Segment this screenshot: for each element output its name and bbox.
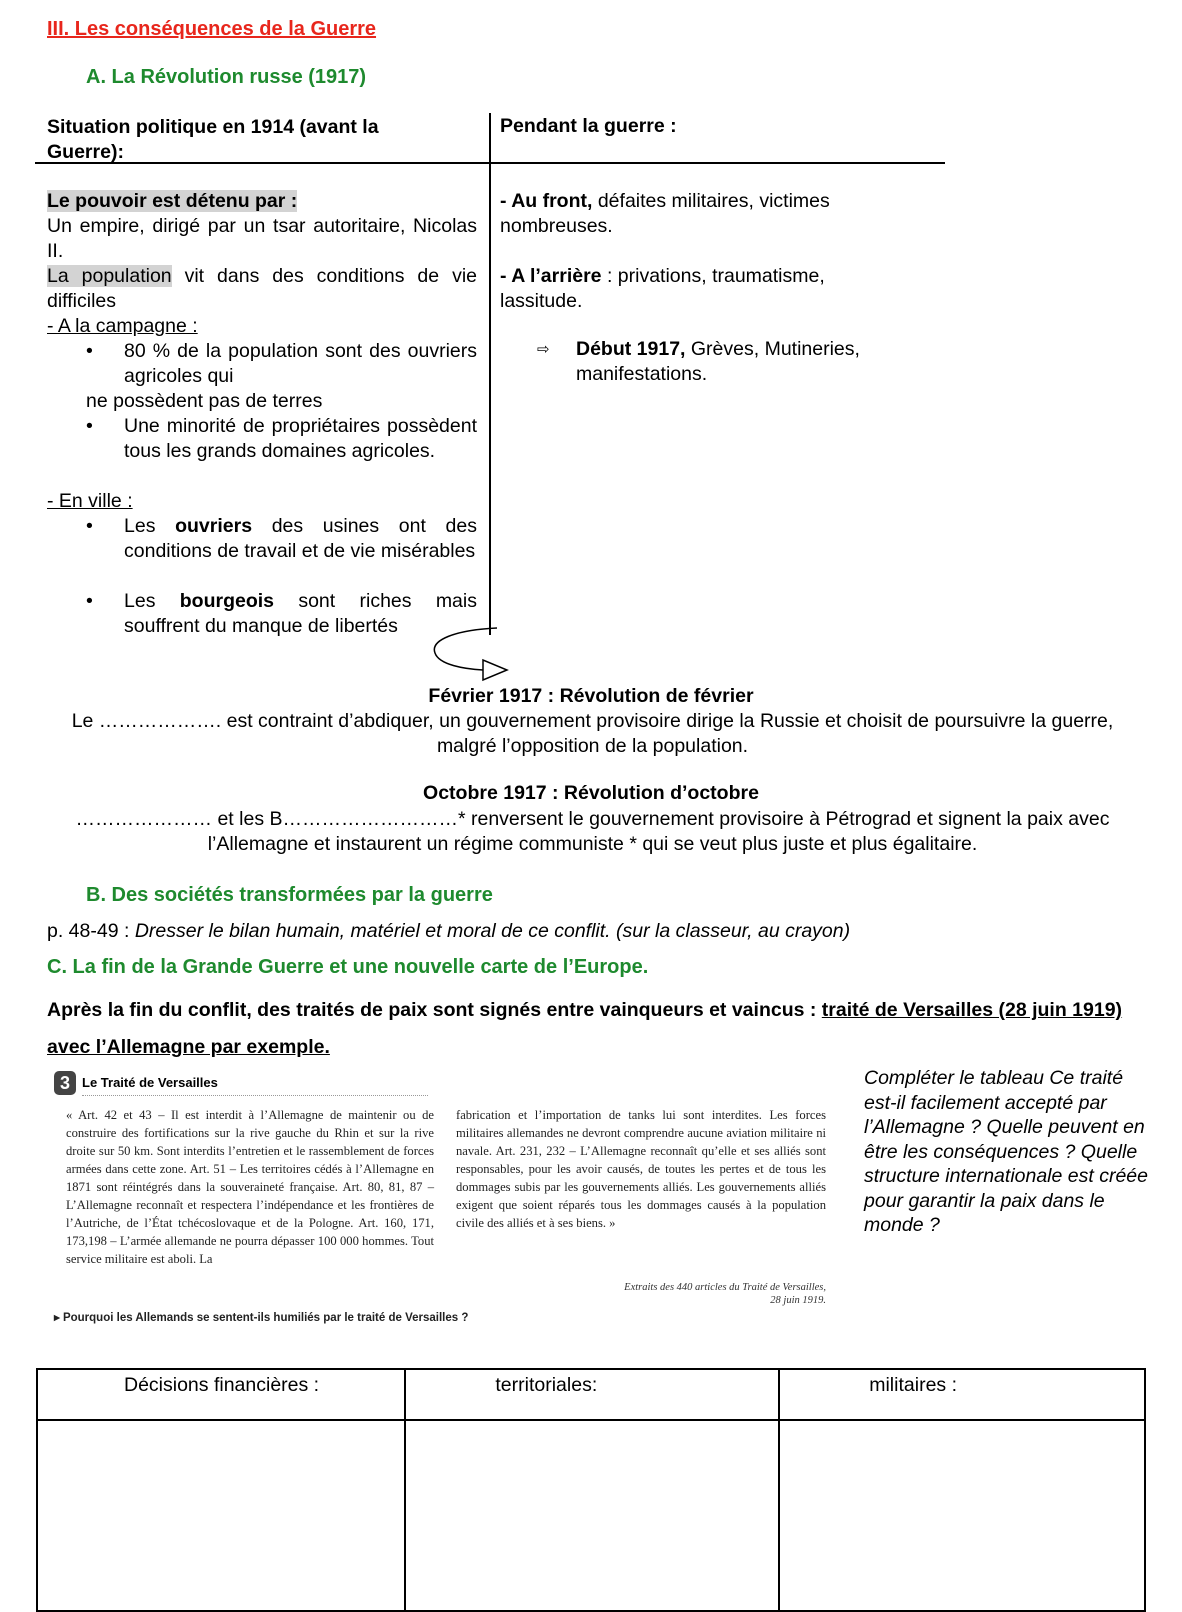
part-a-title: A. La Révolution russe (1917) bbox=[86, 66, 367, 88]
table-cell-territorial[interactable] bbox=[405, 1420, 779, 1611]
october-title: Octobre 1917 : Révolution d’octobre bbox=[423, 782, 759, 804]
curved-arrow-icon bbox=[425, 625, 525, 685]
document-column-2: fabrication et l’importation de tanks lui sont interdites. Les forces militaires allemandes ne devront comprendre aucune aviation militaire ni navale. Art. 231, 232 – L’Allemagne reconnaît qu’elle et ses alliés sont responsables, pour les avoir causés, de toutes les pertes et de tous les dommages subis par les gouvernements alliés. Les gouvernements alliés exigent que soient réparés tous les dommages causés à la population civile des alliés et à ses biens. » bbox=[456, 1108, 826, 1230]
table-header-financial: Décisions financières : bbox=[37, 1369, 405, 1420]
rear-text: - A l’arrière : privations, traumatisme, lassitude. bbox=[500, 265, 825, 312]
table-cell-military[interactable] bbox=[779, 1420, 1145, 1611]
table-cell-financial[interactable] bbox=[37, 1420, 405, 1611]
decisions-table bbox=[36, 1368, 1146, 1612]
part-b-title: B. Des sociétés transformées par la guerre bbox=[86, 884, 493, 906]
left-column-header: Situation politique en 1914 (avant la Guerre): bbox=[47, 116, 379, 163]
table-column-divider bbox=[489, 113, 491, 635]
document-number-badge: 3 bbox=[54, 1071, 76, 1095]
front-text: - Au front, défaites militaires, victimes nombreuses. bbox=[500, 190, 830, 237]
countryside-bullet-1: 80 % de la population sont des ouvriers agricoles qui bbox=[124, 340, 477, 387]
document-source: Extraits des 440 articles du Traité de Versailles, 28 juin 1919. bbox=[624, 1282, 826, 1306]
countryside-bullet-2: Une minorité de propriétaires possèdent tous les grands domaines agricoles. bbox=[124, 415, 477, 462]
table-header-territorial: territoriales: bbox=[405, 1369, 779, 1420]
left-column-content bbox=[47, 189, 477, 339]
february-title: Février 1917 : Révolution de février bbox=[428, 685, 754, 707]
power-label: Le pouvoir est détenu par : bbox=[47, 190, 298, 212]
city-bullet-2: Les bourgeois sont riches mais souffrent du manque de libertés bbox=[124, 590, 477, 637]
right-column-header: Pendant la guerre : bbox=[500, 115, 677, 137]
population-text: vit dans des conditions de vie difficiles bbox=[47, 265, 477, 312]
countryside-bullet-1-continued: ne possèdent pas de terres bbox=[86, 390, 323, 412]
power-text: Un empire, dirigé par un tsar autoritaire, Nicolas II. bbox=[47, 215, 477, 262]
questions-block: Compléter le tableau Ce traité est-il facilement accepté par l’Allemagne ? Quelle peuvent en être les conséquences ? Quelle structure internationale est créée pour garantir la paix dans le monde ? bbox=[864, 1067, 1148, 1236]
population-label: La population bbox=[47, 265, 172, 287]
october-text: ………………… et les B………………………* renversent le gouvernement provisoire à Pétrograd et signent la paix avec l’Allemagne et instaurent un régime communiste * qui se veut plus juste et plus égalitaire. bbox=[75, 808, 1110, 855]
arrow-right-icon: ⇨ bbox=[537, 340, 550, 358]
bullet-dot: • bbox=[86, 415, 93, 437]
february-text: Le ………………. est contraint d’abdiquer, un gouvernement provisoire dirige la Russie et choisit de poursuivre la guerre, malgré l’opposition de la population. bbox=[71, 710, 1114, 757]
countryside-label: - A la campagne : bbox=[47, 315, 198, 337]
city-bullet-1: Les ouvriers des usines ont des conditions de travail et de vie misérables bbox=[124, 515, 477, 562]
city-label: - En ville : bbox=[47, 490, 133, 512]
part-b-instruction: p. 48-49 : Dresser le bilan humain, matériel et moral de ce conflit. (sur la classeur, au crayon) bbox=[47, 920, 851, 942]
section-title: III. Les conséquences de la Guerre bbox=[47, 18, 377, 40]
document-column-1: « Art. 42 et 43 – Il est interdit à l’Allemagne de maintenir ou de construire des fortifications sur la rive gauche du Rhin et sur la rive droite sur 50 km. Sont interdits l’entretien et le rassemblement de forces armées dans cette zone. Art. 51 – Les territoires cédés à l’Allemagne en 1871 sont réintégrés dans la souveraineté française. Art. 80, 81, 87 – L’Allemagne reconnaît et respectera l’indépendance et les frontières de l’Autriche, de l’État tchécoslovaque et de la Pologne. Art. 160, 171, 173,198 – L’armée allemande ne pourra dépasser 100 000 hommes. Tout service militaire est aboli. La bbox=[66, 1108, 434, 1266]
early-1917-text: Début 1917, Grèves, Mutineries, manifestations. bbox=[576, 338, 860, 385]
bullet-dot: • bbox=[86, 515, 93, 537]
document-title-rule bbox=[82, 1095, 428, 1097]
bullet-dot: • bbox=[86, 340, 93, 362]
treaty-document bbox=[46, 1068, 831, 1330]
document-title: Le Traité de Versailles bbox=[82, 1075, 218, 1090]
part-c-title: C. La fin de la Grande Guerre et une nouvelle carte de l’Europe. bbox=[47, 956, 649, 978]
table-header-military: militaires : bbox=[779, 1369, 1145, 1420]
document-question: ▸ Pourquoi les Allemands se sentent-ils humiliés par le traité de Versailles ? bbox=[54, 1312, 469, 1324]
part-c-intro: Après la fin du conflit, des traités de paix sont signés entre vainqueurs et vaincus : traité de Versailles (28 juin 1919) avec l’Allemagne par exemple. bbox=[47, 999, 1123, 1058]
bullet-dot: • bbox=[86, 590, 93, 612]
